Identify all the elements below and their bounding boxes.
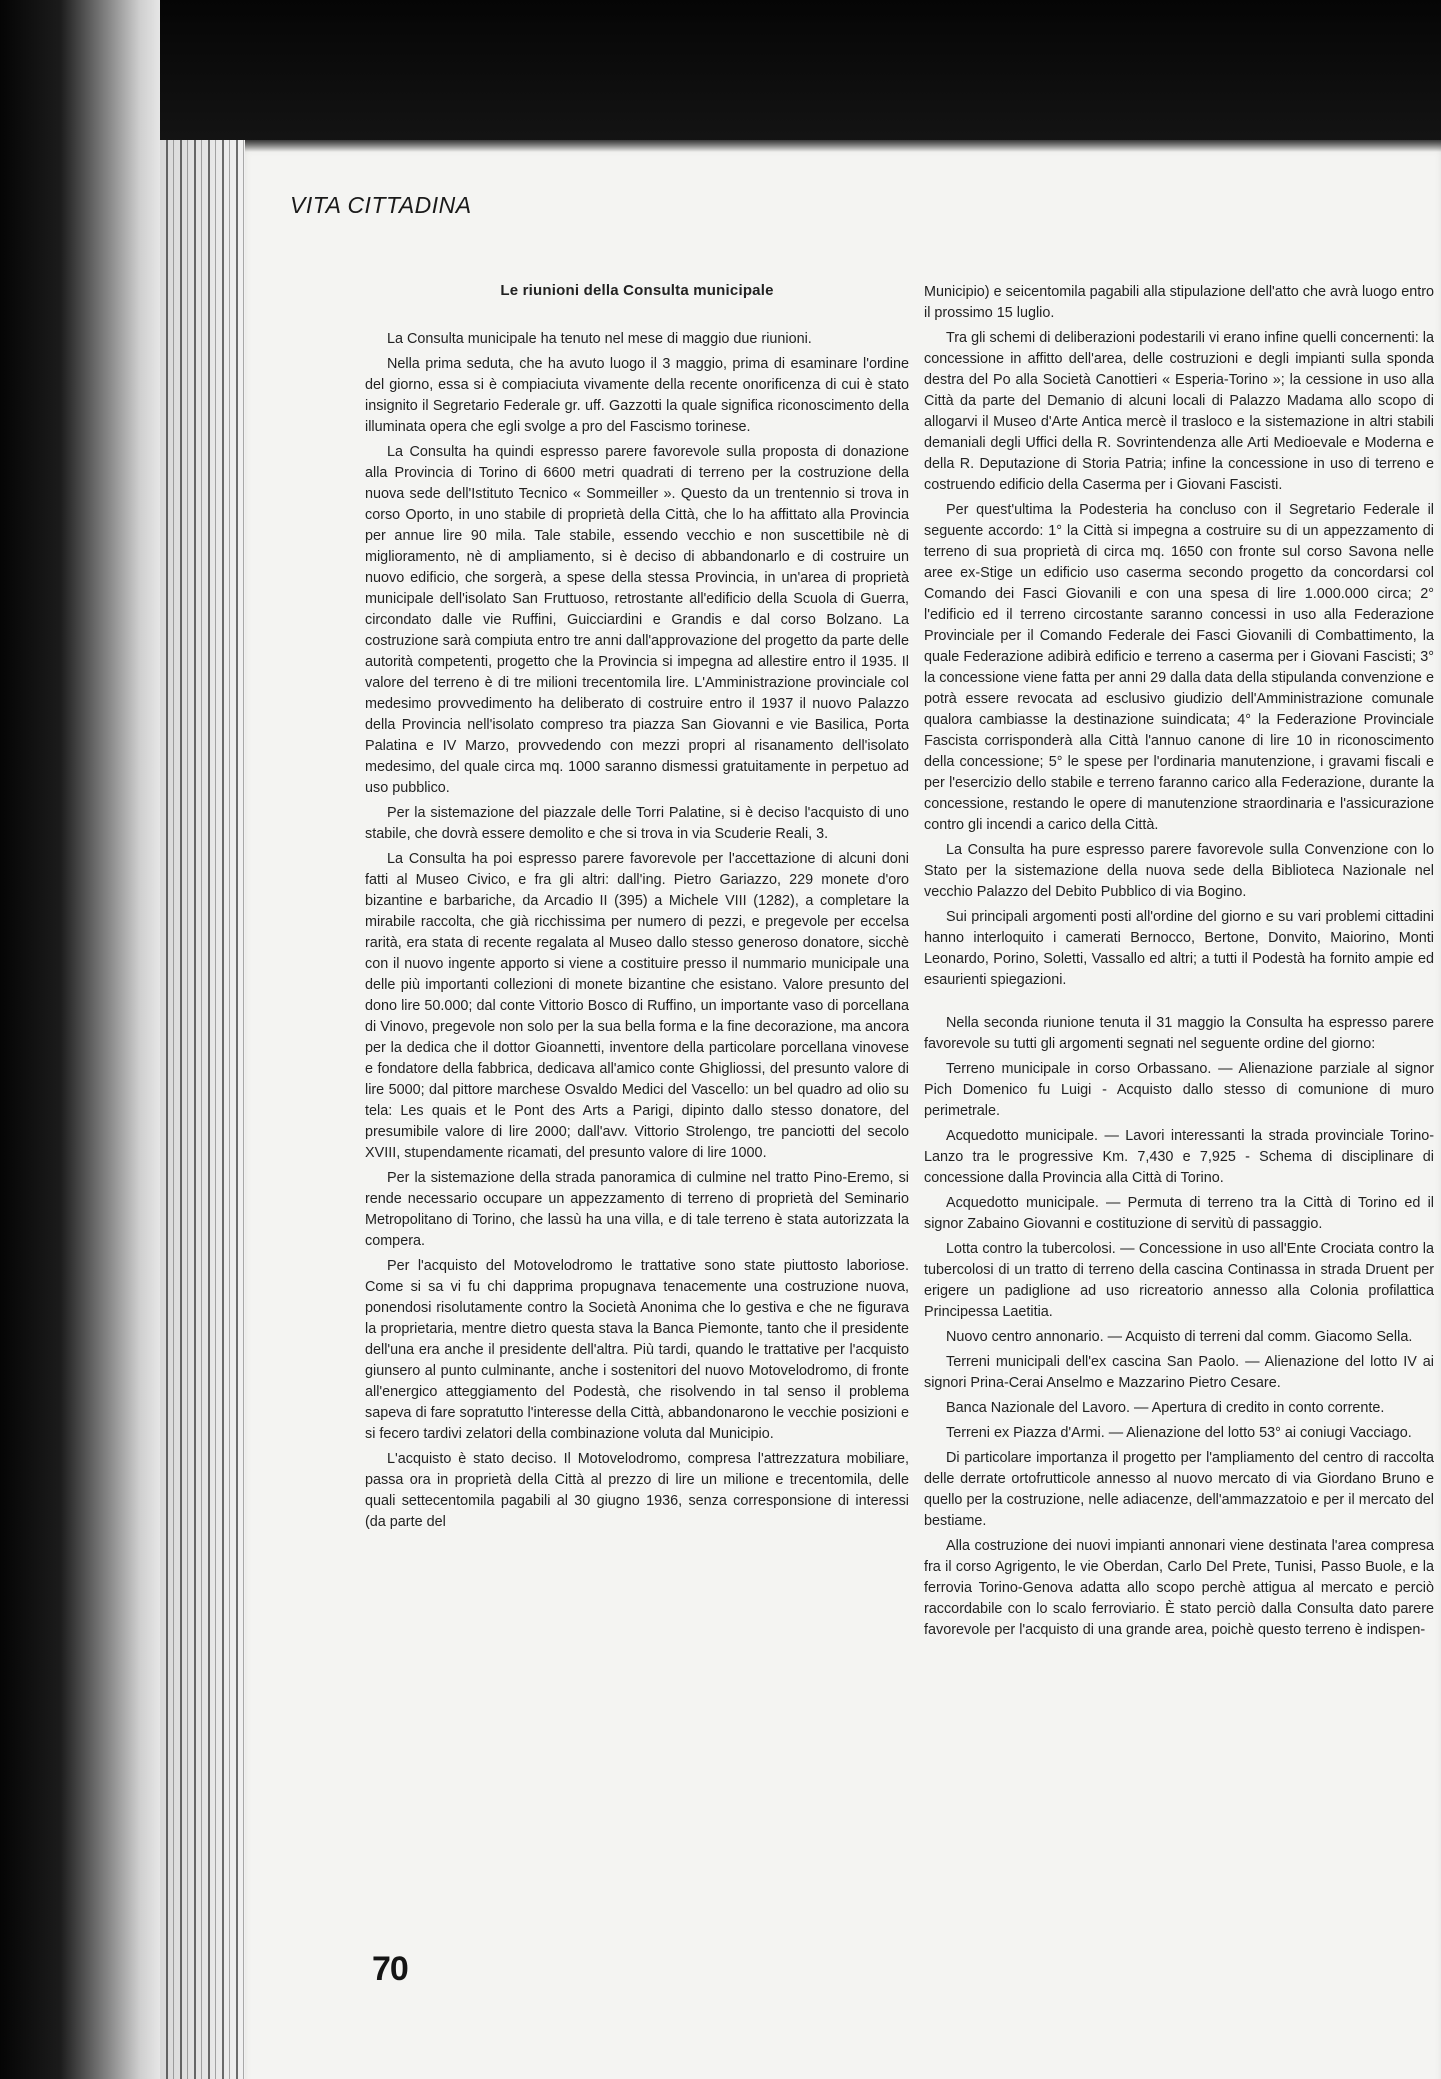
paragraph: Nella prima seduta, che ha avuto luogo il 3 maggio, prima di esaminare l'ordine del giorno, essa si è compiaciuta vivamente della recente onorificenza di cui è stato insignito il Segretario Federale gr. uff. Gazzotti la quale significa riconoscimento della illuminata opera che egli svolge a pro del Fascismo torinese. (365, 356, 909, 435)
scan-left-margin (0, 0, 160, 2079)
paragraph: Lotta contro la tubercolosi. — Concessione in uso all'Ente Crociata contro la tubercolosi di un tratto di terreno della cascina Continassa in strada Druent per erigere un padiglione ad uso ricreatorio annesso alla Colonia profilattica Principessa Laetitia. (924, 1241, 1434, 1320)
paragraph: Di particolare importanza il progetto per l'ampliamento del centro di raccolta delle derrate ortofrutticole annesso al nuovo mercato di via Giordano Bruno e quello per la costruzione, nelle adiacenze, dell'ammazzatoio e per il mercato del bestiame. (924, 1450, 1434, 1529)
paragraph: L'acquisto è stato deciso. Il Motovelodromo, compresa l'attrezzatura mobiliare, passa ora in proprietà della Città al prezzo di lire un milione e trecentomila, delle quali settecentomila pagabili al 30 giugno 1936, senza corresponsione di interessi (da parte del (365, 1451, 909, 1530)
paragraph: Per l'acquisto del Motovelodromo le trattative sono state piuttosto laboriose. Come si sa vi fu chi dapprima propugnava tenacemente una costruzione nuova, ponendosi risolutamente contro la Società Anonima che lo gestiva e che ne figurava la proprietaria, mentre dietro questa stava la Banca Piemonte, tanto che il presidente dell'una era anche il presidente dell'altra. Più tardi, quando le trattative per l'acquisto giunsero al punto culminante, anche i sostenitori del nuovo Motovelodromo, di fronte all'energico atteggiamento del Podestà, che risolvendo in tal senso il problema sapeva di fare sopratutto l'interesse della Città, abbandonarono le vecchie posizioni e si fecero tardivi zelatori della combinazione voluta dal Municipio. (365, 1258, 909, 1442)
page-top-edge (245, 140, 1441, 152)
left-column (365, 268, 909, 1537)
right-paragraphs-first-meeting (924, 282, 1434, 991)
page-number: 70 (372, 1950, 408, 1988)
paragraph: Per la sistemazione del piazzale delle Torri Palatine, si è deciso l'acquisto di uno stabile, che dovrà essere demolito e che si trova in via Scuderie Reali, 3. (365, 805, 909, 842)
paragraph: Terreni ex Piazza d'Armi. — Alienazione del lotto 53° ai coniugi Vacciago. (946, 1425, 1412, 1441)
paragraph: La Consulta ha poi espresso parere favorevole per l'accettazione di alcuni doni fatti al Museo Civico, e fra gli altri: dall'ing. Pietro Gariazzo, 229 monete d'oro bizantine e barbariche, da Arcadio II (395) a Michele VIII (1282), a completare la mirabile raccolta, che già ricchissima per numero di pezzi, e pregevole per eccelsa rarità, era stata di recente regalata al Museo dallo stesso generoso donatore, sicchè con il nuovo ingente apporto si viene a costituire presso il nummario municipale una delle più importanti collezioni di monete bizantine che esistano. Valore presunto del dono lire 50.000; dal conte Vittorio Bosco di Ruffino, un importante vaso di porcellana di Vinovo, pregevole non solo per la sua bella forma e la fine decorazione, ma ancora per la dedica che il dottor Gioannetti, inventore della particolare porcellana vinovese e fondatore della fabbrica, dedicava all'amico conte Ghigliossi, del presunto valore di lire 5000; dal pittore marchese Osvaldo Medici del Vascello: un bel quadro ad olio su tela: Les quais et le Pont des Arts a Parigi, dipinto dallo stesso donatore, del presumibile valore di lire 2000; dall'avv. Vittorio Strolengo, tre panciotti del secolo XVIII, stupendamente ricamati, del presunto valore di lire 1000. (365, 851, 909, 1161)
paragraph: Per la sistemazione della strada panoramica di culmine nel tratto Pino-Eremo, si rende necessario occupare un appezzamento di terreno di proprietà del Seminario Metropolitano di Torino, che lassù ha una villa, e di tale terreno è stata autorizzata la compera. (365, 1170, 909, 1249)
article-title: Le riunioni della Consulta municipale (500, 282, 774, 299)
paragraph: Acquedotto municipale. — Lavori interessanti la strada provinciale Torino-Lanzo tra le progressive Km. 7,430 e 7,925 - Schema di disciplinare di concessione dalla Provincia alla Città di Torino. (924, 1128, 1434, 1186)
paragraph-gap (924, 995, 1434, 1013)
paragraph: La Consulta ha quindi espresso parere favorevole sulla proposta di donazione alla Provincia di Torino di 6600 metri quadrati di terreno per la costruzione della nuova sede dell'Istituto Tecnico « Sommeiller ». Questo da un trentennio si trova in corso Oporto, in uno stabile di proprietà della Città, che lo ha affittato alla Provincia per annue lire 90 mila. Tale stabile, essendo vecchio e non suscettibile nè di miglioramento, nè di ampliamento, si è deciso di abbandonarlo e di costruire un nuovo edificio, che sorgerà, a spese della stessa Provincia, in un'area di proprietà municipale dell'isolato San Fruttuoso, retrostante all'edificio della Scuola di Guerra, circondato dalle vie Ruffini, Guicciardini e Grandis e dal corso Bolzano. La costruzione sarà compiuta entro tre anni dall'approvazione del progetto da parte delle autorità competenti, progetto che la Provincia si impegna ad allestire entro il 1935. Il valore del terreno è di tre milioni trecentomila lire. L'Amministrazione provinciale col medesimo provvedimento ha deliberato di costruire entro il 1937 il nuovo Palazzo della Provincia nell'isolato compreso tra piazza San Giovanni e vie Basilica, Porta Palatina e IV Marzo, provvedendo con mezzi propri al risanamento dell'isolato medesimo, del quale circa mq. 1000 saranno dismessi gratuitamente in perpetuo ad uso pubblico. (365, 444, 909, 796)
left-paragraphs (365, 329, 909, 1533)
paragraph: La Consulta municipale ha tenuto nel mese di maggio due riunioni. (387, 331, 812, 347)
paragraph: Municipio) e seicentomila pagabili alla stipulazione dell'atto che avrà luogo entro il prossimo 15 luglio. (924, 284, 1434, 321)
paragraph: Terreni municipali dell'ex cascina San Paolo. — Alienazione del lotto IV ai signori Prina-Cerai Anselmo e Mazzarino Pietro Cesare. (924, 1354, 1434, 1391)
paragraph: Alla costruzione dei nuovi impianti annonari viene destinata l'area compresa fra il corso Agrigento, le vie Oberdan, Carlo Del Prete, Tunisi, Passo Buole, e la ferrovia Torino-Genova adatta allo scopo perchè attigua al mercato e perciò raccordabile con lo scalo ferroviario. È stato perciò dalla Consulta dato parere favorevole per l'acquisto di una grande area, poichè questo terreno è indispen- (924, 1538, 1434, 1638)
paragraph: Terreno municipale in corso Orbassano. — Alienazione parziale al signor Pich Domenico fu Luigi - Acquisto dallo stesso di comunione di muro perimetrale. (924, 1061, 1434, 1119)
paragraph: Tra gli schemi di deliberazioni podestarili vi erano infine quelli concernenti: la concessione in affitto dell'area, delle costruzioni e degli impianti sulla sponda destra del Po alla Società Canottieri « Esperia-Torino »; la cessione in uso alla Città da parte del Demanio di alcuni locali di Palazzo Madama allo scopo di allogarvi il Museo d'Arte Antica mercè il trasloco e la sistemazione in altri stabili demaniali degli Uffici della R. Sovrintendenza alle Arti Medioevale e Moderna e della R. Deputazione di Storia Patria; infine la concessione in uso di terreno e costruendo edificio della Caserma per i Giovani Fascisti. (924, 330, 1434, 493)
page-binding-edge (160, 140, 245, 2079)
paragraph: Banca Nazionale del Lavoro. — Apertura di credito in conto corrente. (946, 1400, 1385, 1416)
paragraph: Acquedotto municipale. — Permuta di terreno tra la Città di Torino ed il signor Zabaino Giovanni e costituzione di servitù di passaggio. (924, 1195, 1434, 1232)
paragraph: Nella seconda riunione tenuta il 31 maggio la Consulta ha espresso parere favorevole su tutti gli argomenti segnati nel seguente ordine del giorno: (924, 1015, 1434, 1052)
paragraph: Per quest'ultima la Podesteria ha concluso con il Segretario Federale il seguente accordo: 1° la Città si impegna a costruire su di un appezzamento di terreno di sua proprietà di circa mq. 1650 con fronte sul corso Savona nelle aree ex-Stige un edificio uso caserma secondo progetto da concordarsi col Comando dei Fasci Giovanili e con una spesa di lire 1.000.000 circa; 2° l'edificio ed il terreno circostante saranno concessi in uso alla Federazione Provinciale per il Comando Federale dei Fasci Giovanili di Combattimento, la quale Federazione adibirà edificio e terreno a caserma per i Giovani Fascisti; 3° la concessione viene fatta per anni 29 dalla data della stipulanda convenzione e potrà essere revocata ad esclusivo giudizio dell'Amministrazione comunale qualora cambiasse la destinazione suindicata; 4° la Federazione Provinciale Fascista corrisponderà alla Città l'annuo canone di lire 10 in riconoscimento della concessione; 5° le spese per l'ordinaria manutenzione, i gravami fiscali e per l'esercizio dello stabile e terreno faranno carico alla Federazione, durante la concessione, restando le opere di manutenzione straordinaria e l'assicurazione contro gli incendi a carico della Città. (924, 502, 1434, 833)
right-paragraphs-second-meeting (924, 1013, 1434, 1641)
paragraph: Sui principali argomenti posti all'ordine del giorno e su vari problemi cittadini hanno interloquito i camerati Bernocco, Bertone, Donvito, Maiorino, Monti Leonardo, Porino, Soletti, Vassallo ed altri; a tutti il Podestà ha fornito ampie ed esaurienti spiegazioni. (924, 909, 1434, 988)
section-header: VITA CITTADINA (290, 192, 472, 218)
paragraph: Nuovo centro annonario. — Acquisto di terreni dal comm. Giacomo Sella. (946, 1329, 1413, 1345)
paragraph: La Consulta ha pure espresso parere favorevole sulla Convenzione con lo Stato per la sistemazione della nuova sede della Biblioteca Nazionale nel vecchio Palazzo del Debito Pubblico di via Bogino. (924, 842, 1434, 900)
right-column (924, 282, 1434, 1645)
